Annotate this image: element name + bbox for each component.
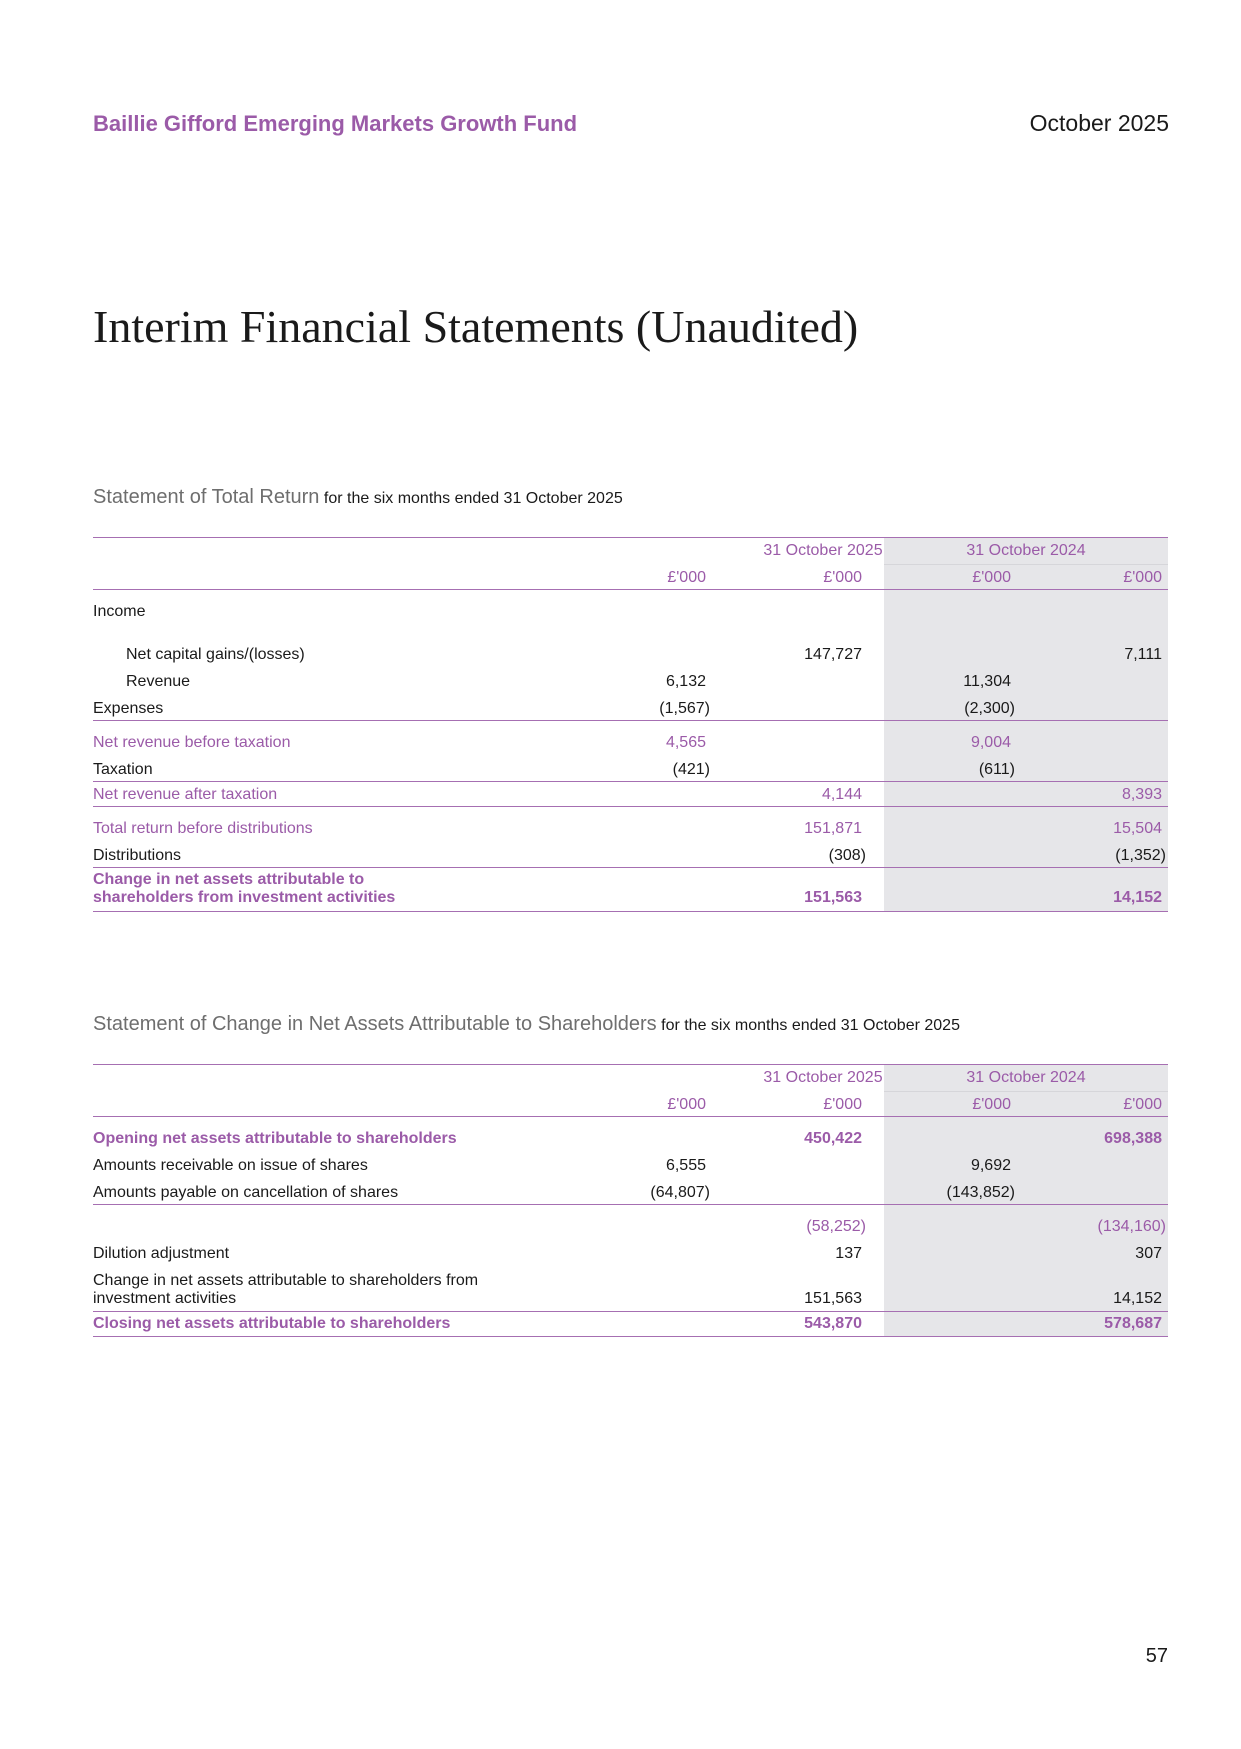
rule-after-net-revenue <box>93 806 1168 807</box>
str-title-rest: for the six months ended 31 October 2025 <box>319 490 623 507</box>
statement-of-change-in-net-assets-table <box>93 1064 1168 1337</box>
cell-dilution-2025: 137 <box>835 1245 862 1262</box>
table-top-rule <box>93 1064 1168 1065</box>
scna-title-lead: Statement of Change in Net Assets Attributable to Shareholders <box>93 1013 657 1035</box>
cell-closing-2024: 578,687 <box>1104 1315 1162 1332</box>
cell-change-2025: 151,563 <box>804 1290 862 1307</box>
row-label-revenue: Revenue <box>126 673 191 690</box>
table-bottom-rule <box>93 911 1168 912</box>
row-label-income: Income <box>93 603 146 620</box>
rule-after-distributions <box>93 867 1168 868</box>
cell-opening-2024: 698,388 <box>1104 1130 1162 1147</box>
unit-header-c3: £'000 <box>972 569 1011 586</box>
cell-expenses-2024: (2,300) <box>964 700 1015 717</box>
page-number: 57 <box>1145 1645 1168 1667</box>
cell-receivable-2024: 9,692 <box>970 1157 1011 1174</box>
report-date: October 2025 <box>1029 110 1169 136</box>
cell-change-net-assets-2024: 14,152 <box>1113 889 1162 906</box>
scna-section-title <box>93 1013 960 1036</box>
period-divider <box>884 564 1168 565</box>
header-rule <box>93 1116 1168 1117</box>
period-current-header: 31 October 2025 <box>763 1069 883 1086</box>
period-prior-header: 31 October 2024 <box>966 1069 1086 1086</box>
unit-header-c1: £'000 <box>667 1096 706 1113</box>
row-label-net-revenue-after-tax: Net revenue after taxation <box>93 786 278 803</box>
fund-name: Baillie Gifford Emerging Markets Growth Fund <box>93 111 578 136</box>
row-label-receivable: Amounts receivable on issue of shares <box>93 1157 368 1174</box>
cell-net-revenue-after-tax-2024: 8,393 <box>1121 786 1162 803</box>
cell-closing-2025: 543,870 <box>804 1315 862 1332</box>
row-label-payable: Amounts payable on cancellation of shares <box>93 1184 399 1201</box>
cell-change-2024: 14,152 <box>1113 1290 1162 1307</box>
unit-header-c2: £'000 <box>823 569 862 586</box>
row-label-expenses: Expenses <box>93 700 164 717</box>
statement-of-total-return-table <box>93 537 1168 912</box>
row-label-change-net-assets-line1: Change in net assets attributable to <box>93 871 365 888</box>
cell-revenue-2025: 6,132 <box>665 673 706 690</box>
cell-change-net-assets-2025: 151,563 <box>804 889 862 906</box>
cell-payable-2024: (143,852) <box>946 1184 1015 1201</box>
cell-payable-2025: (64,807) <box>650 1184 710 1201</box>
row-label-change-net-assets-line2: shareholders from investment activities <box>93 889 396 906</box>
cell-distributions-2024: (1,352) <box>1115 847 1166 864</box>
str-title-lead: Statement of Total Return <box>93 486 320 508</box>
page-title: Interim Financial Statements (Unaudited) <box>93 301 859 352</box>
row-label-opening: Opening net assets attributable to shareholders <box>93 1130 457 1147</box>
row-label-net-revenue-before-tax: Net revenue before taxation <box>93 734 291 751</box>
row-label-distributions: Distributions <box>93 847 182 864</box>
cell-dilution-2024: 307 <box>1135 1245 1162 1262</box>
cell-receivable-2025: 6,555 <box>665 1157 706 1174</box>
rule-before-closing <box>93 1311 1168 1312</box>
row-label-change-line2: investment activities <box>93 1290 237 1307</box>
table-top-rule <box>93 537 1168 538</box>
unit-header-c4: £'000 <box>1123 1096 1162 1113</box>
row-label-net-capital-gains: Net capital gains/(losses) <box>126 646 305 663</box>
unit-header-c3: £'000 <box>972 1096 1011 1113</box>
period-divider <box>884 1091 1168 1092</box>
cell-subtotal-2025: (58,252) <box>806 1218 866 1235</box>
unit-header-c2: £'000 <box>823 1096 862 1113</box>
cell-taxation-2024: (611) <box>978 761 1015 778</box>
cell-distributions-2025: (308) <box>828 847 866 864</box>
cell-net-revenue-after-tax-2025: 4,144 <box>821 786 862 803</box>
cell-net-capital-gains-2025: 147,727 <box>804 646 862 663</box>
str-section-title <box>93 486 623 509</box>
unit-header-c4: £'000 <box>1123 569 1162 586</box>
table-bottom-rule <box>93 1336 1168 1337</box>
cell-net-capital-gains-2024: 7,111 <box>1124 646 1162 663</box>
cell-expenses-2025: (1,567) <box>659 700 710 717</box>
row-label-closing: Closing net assets attributable to shareholders <box>93 1315 451 1332</box>
row-label-taxation: Taxation <box>93 761 153 778</box>
row-label-change-line1: Change in net assets attributable to shareholders from <box>93 1272 479 1289</box>
row-label-dilution: Dilution adjustment <box>93 1245 230 1262</box>
cell-taxation-2025: (421) <box>672 761 710 778</box>
header-rule <box>93 589 1168 590</box>
cell-opening-2025: 450,422 <box>804 1130 862 1147</box>
cell-revenue-2024: 11,304 <box>963 673 1011 690</box>
rule-after-payable <box>93 1204 1168 1205</box>
cell-net-revenue-before-tax-2024: 9,004 <box>970 734 1011 751</box>
scna-title-rest: for the six months ended 31 October 2025 <box>656 1017 960 1034</box>
row-label-total-return: Total return before distributions <box>93 820 313 837</box>
unit-header-c1: £'000 <box>667 569 706 586</box>
rule-after-taxation <box>93 781 1168 782</box>
period-current-header: 31 October 2025 <box>763 542 883 559</box>
cell-total-return-2024: 15,504 <box>1113 820 1162 837</box>
cell-net-revenue-before-tax-2025: 4,565 <box>665 734 706 751</box>
rule-after-expenses <box>93 720 1168 721</box>
cell-subtotal-2024: (134,160) <box>1097 1218 1166 1235</box>
cell-total-return-2025: 151,871 <box>804 820 862 837</box>
period-prior-header: 31 October 2024 <box>966 542 1086 559</box>
